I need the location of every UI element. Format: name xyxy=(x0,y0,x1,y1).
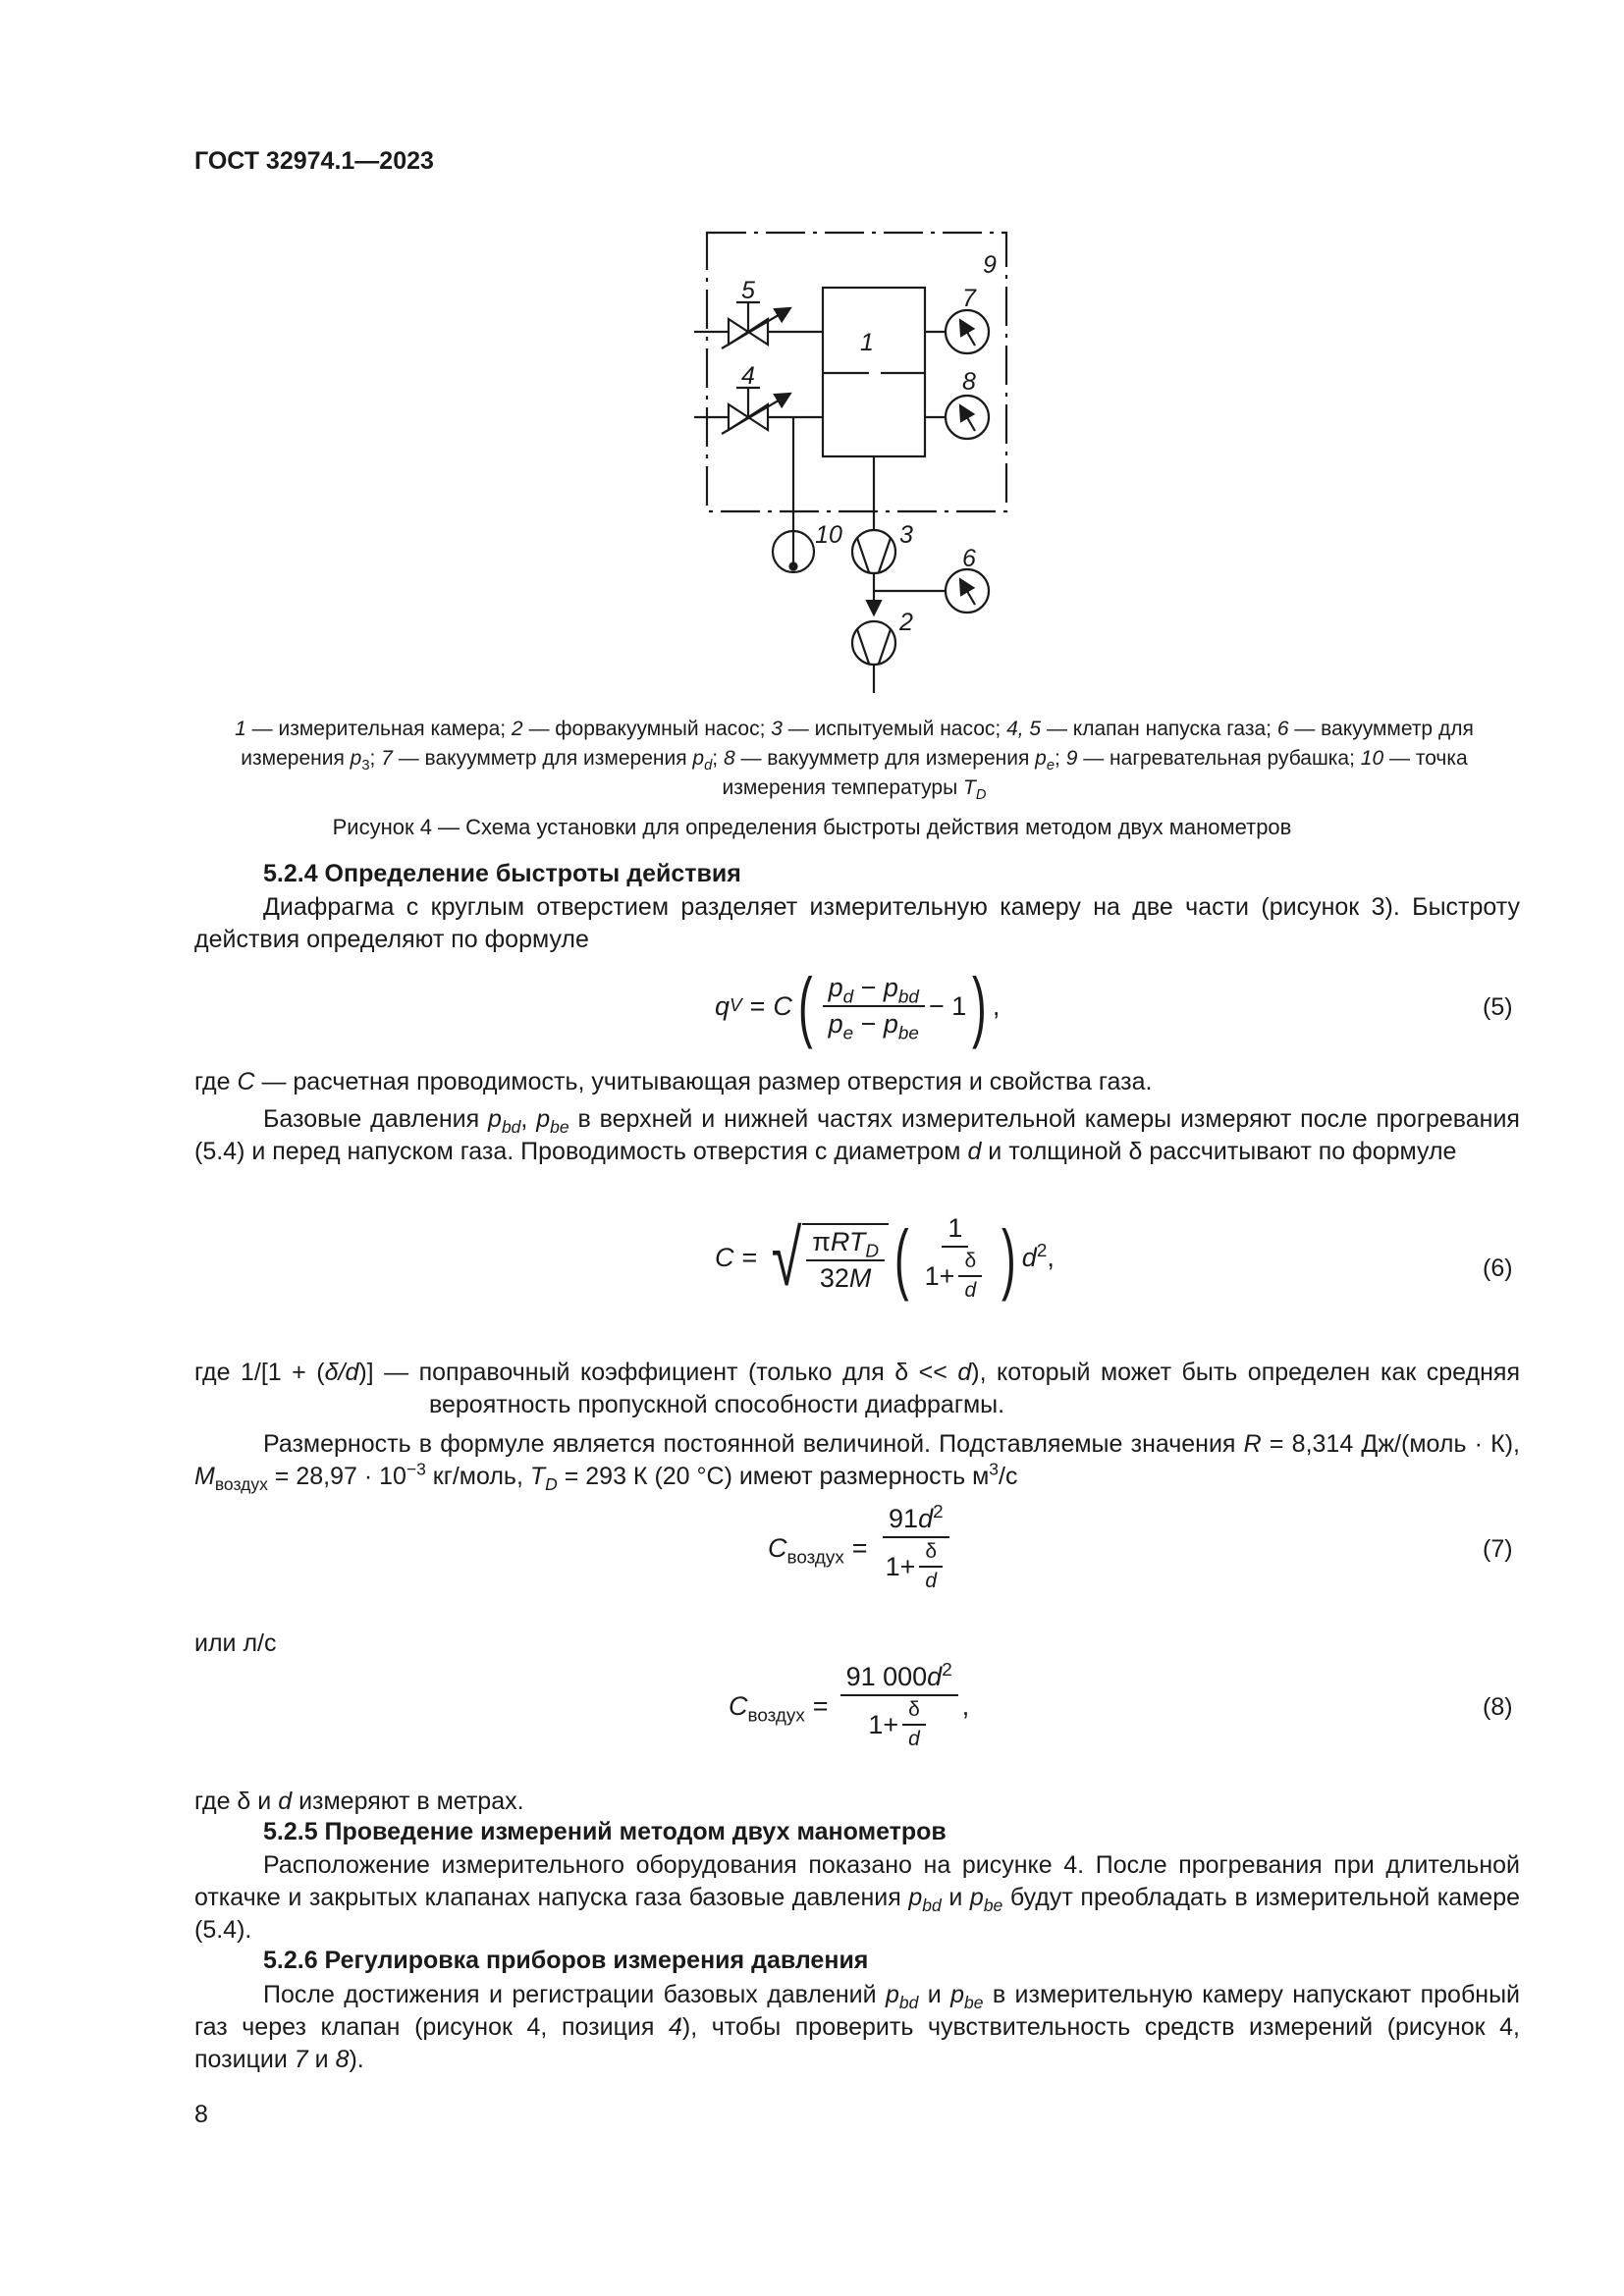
paragraph: или л/с xyxy=(194,1629,277,1657)
label-6: 6 xyxy=(962,545,976,572)
one-plus: 1+ xyxy=(868,1709,899,1739)
fraction xyxy=(806,1227,885,1294)
one-plus: 1+ xyxy=(885,1551,916,1581)
equals: = xyxy=(812,1691,829,1721)
label-5: 5 xyxy=(741,277,755,304)
d-squared: $d^2$, xyxy=(1021,1241,1055,1272)
denominator xyxy=(862,1696,936,1751)
delta: δ xyxy=(958,1250,982,1277)
valve-4-icon xyxy=(694,388,823,531)
paragraph: где 1/[1 + (δ/d)] — поправочный коэффициент (только для δ << d), который может быть определен как средняя вероятность пропускной способности диафрагмы. xyxy=(194,1359,1521,1418)
numerator: πRT$_D$ xyxy=(806,1227,885,1261)
formula-7 xyxy=(768,1504,956,1593)
one-plus: 1+ xyxy=(924,1260,955,1291)
paragraph: где δ и d измеряют в метрах. xyxy=(194,1788,524,1815)
right-paren: ) xyxy=(1001,1213,1016,1302)
label-10: 10 xyxy=(815,521,842,549)
paragraph: Диафрагма с круглым отверстием разделяет измерительную камеру на две части (рисунок 3). Быстроту действия определяют по формуле xyxy=(194,893,1520,953)
setup-diagram xyxy=(668,216,1060,707)
label-8: 8 xyxy=(962,368,976,396)
figure-legend: 1 — измерительная камера; 2 — форвакуумный насос; 3 — испытуемый насос; 4, 5 — клапан напуска газа; 6 — вакуумметр для измерения $p_3$; 7 — вакуумметр для измерения $p_d$; 8 — вакуумметр для измерения $p_e$; 9 — нагревательная рубашка; 10 — точка измерения температуры $T_D$ xyxy=(235,718,1474,804)
label-3: 3 xyxy=(899,521,913,549)
radical-sign: √ xyxy=(771,1213,802,1302)
lhs: $C_{воздух}$ xyxy=(729,1691,805,1727)
denominator xyxy=(880,1538,953,1593)
equals: = xyxy=(741,1243,758,1272)
label-2: 2 xyxy=(899,609,913,636)
comma: , xyxy=(961,1691,970,1721)
delta: δ xyxy=(902,1698,926,1726)
gauge-8-icon xyxy=(925,396,989,439)
paragraph: Размерность в формуле является постоянной величиной. Подставляемые значения R = 8,314 Дж/(моль · К), $M_{воздух} = 28,97 \cdot 10^{-3}$ кг/моль, $T_D = 293$ К (20 °С) имеют размерность $м^3/с$ xyxy=(194,1430,1520,1494)
equals: = xyxy=(851,1533,868,1563)
equation-number-6: (6) xyxy=(1483,1255,1513,1282)
denominator xyxy=(919,1248,993,1303)
symbol: q xyxy=(715,990,731,1021)
section-5-2-5-heading: 5.2.5 Проведение измерений методом двух манометров xyxy=(263,1818,947,1845)
paragraph: После достижения и регистрации базовых давлений $p_{bd}$ и $p_{be}$ в измерительную камеру напускают пробный газ через клапан (рисунок 4, позиция 4), чтобы проверить чувствительность средств измерений (рисунок 4, позиции 7 и 8). xyxy=(194,1981,1520,2073)
label-1: 1 xyxy=(860,329,874,356)
square-root xyxy=(765,1213,889,1302)
gauge-6-icon xyxy=(946,569,989,613)
document-header: ГОСТ 32974.1—2023 xyxy=(194,147,434,175)
label-9: 9 xyxy=(983,251,997,279)
equation-number-7: (7) xyxy=(1483,1535,1513,1563)
delta: δ xyxy=(919,1540,943,1568)
label-7: 7 xyxy=(962,285,976,312)
minus-one: − 1 xyxy=(928,990,967,1021)
symbol: C xyxy=(773,990,792,1021)
fraction xyxy=(880,1504,953,1593)
equation-number-8: (8) xyxy=(1483,1693,1513,1721)
fraction xyxy=(919,1213,993,1303)
lhs: $C_{воздух}$ xyxy=(768,1533,844,1569)
comma: , xyxy=(992,990,1001,1021)
d: d xyxy=(964,1279,977,1302)
paragraph: где C — расчетная проводимость, учитывающая размер отверстия и свойства газа. xyxy=(194,1068,1153,1095)
gauge-7-icon xyxy=(925,310,989,353)
forevacuum-pump-2-icon xyxy=(852,621,895,665)
test-pump-3-icon xyxy=(852,530,895,573)
paragraph: Расположение измерительного оборудования показано на рисунке 4. После прогревания при длительной откачке и закрытых клапанах напуска газа базовые давления $p_{bd}$ и $p_{be}$ будут преобладать в измерительной камере (5.4). xyxy=(194,1851,1521,1944)
right-paren: ) xyxy=(972,962,987,1049)
label-4: 4 xyxy=(741,362,755,390)
fraction xyxy=(823,973,925,1044)
numerator: $91d^2$ xyxy=(883,1504,949,1538)
numerator: 91 $000d^2$ xyxy=(840,1662,958,1696)
page-number: 8 xyxy=(194,2101,208,2128)
equation-number-5: (5) xyxy=(1483,993,1513,1021)
formula-8 xyxy=(729,1662,969,1751)
measuring-chamber xyxy=(823,288,925,456)
equals: = xyxy=(749,990,766,1021)
d: d xyxy=(925,1570,938,1592)
section-5-2-4-heading: 5.2.4 Определение быстроты действия xyxy=(263,860,741,887)
numerator: $p_d - p_{bd}$ xyxy=(823,973,925,1007)
left-paren: ( xyxy=(797,962,813,1049)
formula-6 xyxy=(715,1213,1055,1303)
formula-5 xyxy=(715,962,1001,1049)
symbol: C xyxy=(715,1243,734,1272)
denominator: $p_e - p_{be}$ xyxy=(828,1009,919,1044)
subscript: V xyxy=(730,995,742,1016)
denominator: 32M xyxy=(819,1262,872,1293)
d: d xyxy=(908,1728,920,1750)
figure-title: Рисунок 4 — Схема установки для определения быстроты действия методом двух манометров xyxy=(332,815,1292,839)
fraction xyxy=(840,1662,958,1751)
numerator: 1 xyxy=(942,1213,968,1248)
left-paren: ( xyxy=(893,1213,909,1302)
section-5-2-6-heading: 5.2.6 Регулировка приборов измерения давления xyxy=(263,1947,869,1974)
valve-5-icon xyxy=(694,302,823,348)
paragraph: Базовые давления $p_{bd}$, $p_{be}$ в верхней и нижней частях измерительной камеры измеряют после прогревания (5.4) и перед напуском газа. Проводимость отверстия с диаметром d и толщиной δ рассчитывают по формуле xyxy=(194,1105,1520,1165)
